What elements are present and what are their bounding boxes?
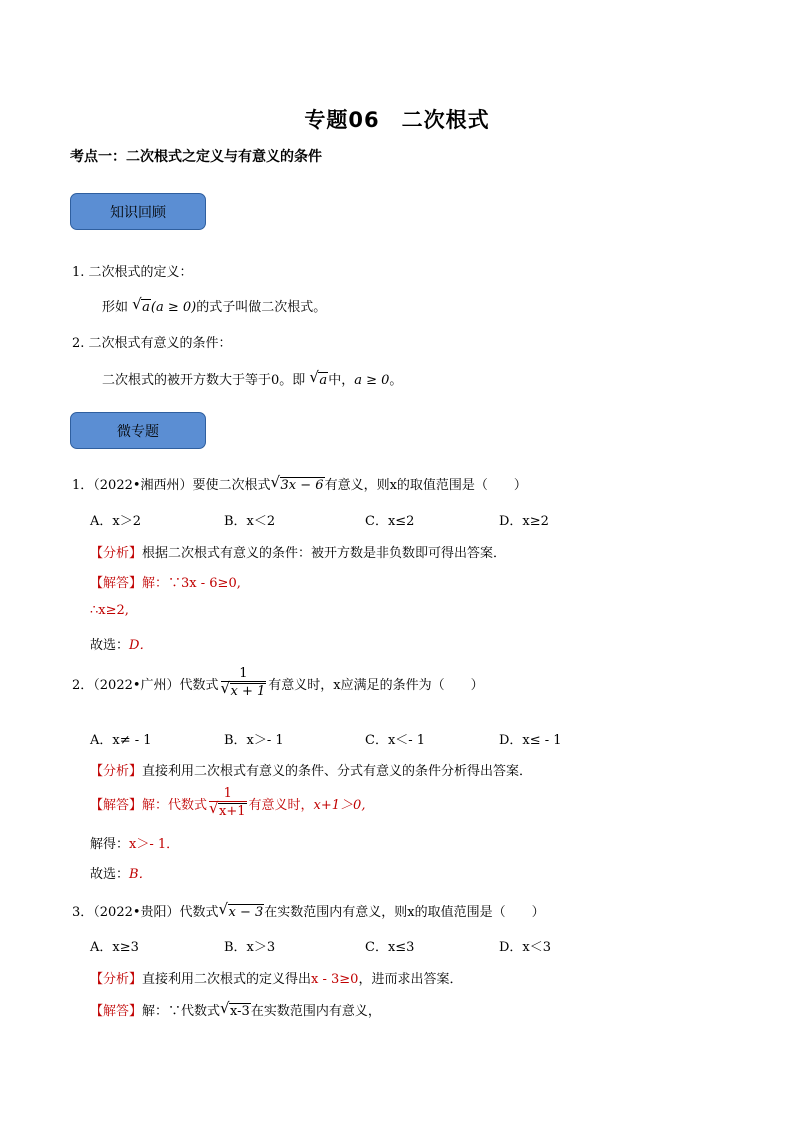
q2-option-c: C．x＜- 1 xyxy=(365,733,426,748)
q3-analysis-tag: 【分析】 xyxy=(90,972,143,987)
condition-pre: 二次根式的被开方数大于等于0。即 xyxy=(102,373,306,388)
q3-stem xyxy=(72,901,545,920)
q2-answer-denominator: √ x+1 xyxy=(209,799,246,819)
q2-answer xyxy=(90,786,365,820)
q1-choice-label: 故选： xyxy=(90,638,130,653)
q3-radicand: x − 3 xyxy=(228,905,264,920)
micro-topic-badge xyxy=(70,412,206,449)
q1-choice xyxy=(90,634,152,653)
condition-radicand: a xyxy=(319,373,328,388)
q2-answer-condition: x+1＞0, xyxy=(313,797,366,813)
page-title: 专题06 二次根式 xyxy=(304,108,490,132)
q2-stem-post: 有意义时，x应满足的条件为（ ） xyxy=(268,677,484,693)
micro-topic-label: 微专题 xyxy=(117,423,159,440)
q2-answer-post: 有意义时， xyxy=(248,797,314,813)
q3-analysis xyxy=(90,968,462,987)
q2-choice-value: B． xyxy=(129,867,152,882)
q1-answer-tag: 【解答】 xyxy=(90,576,143,591)
q2-analysis xyxy=(90,760,532,779)
condition-heading: 2. 二次根式有意义的条件： xyxy=(72,336,232,351)
q3-analysis-condition: x - 3≥0 xyxy=(311,972,359,987)
q1-analysis-tag: 【分析】 xyxy=(90,546,143,561)
q2-solve xyxy=(90,833,179,852)
definition-heading: 1. 二次根式的定义： xyxy=(72,265,193,280)
q1-stem xyxy=(72,474,527,493)
q2-analysis-text: 直接利用二次根式有意义的条件、分式有意义的条件分析得出答案． xyxy=(142,764,533,779)
q3-sqrt: √ x − 3 xyxy=(218,900,264,920)
q3-option-a: A．x≥3 xyxy=(90,940,139,955)
q1-option-d: D．x≥2 xyxy=(499,514,549,529)
q2-fraction-denominator: √ x + 1 xyxy=(220,679,266,699)
q1-analysis xyxy=(90,542,506,561)
q2-choice xyxy=(90,863,152,882)
q3-answer-radicand: x-3 xyxy=(230,1004,250,1019)
definition-post: 的式子叫做二次根式。 xyxy=(196,300,327,315)
q1-choice-value: D． xyxy=(129,638,153,653)
review-badge-label: 知识回顾 xyxy=(110,204,166,221)
q1-stem-post: 有意义，则x的取值范围是（ ） xyxy=(324,478,527,493)
definition-text xyxy=(102,296,326,315)
q2-analysis-tag: 【分析】 xyxy=(90,764,143,779)
q1-option-c: C．x≤2 xyxy=(365,514,415,529)
q1-sqrt: √ 3x − 6 xyxy=(270,473,324,493)
q2-solve-label: 解得： xyxy=(90,837,130,852)
q3-option-c: C．x≤3 xyxy=(365,940,415,955)
q2-answer-fraction xyxy=(209,786,247,820)
q3-answer-pre: 解：∵代数式 xyxy=(142,1004,221,1019)
q1-stem-pre: 1．（2022•湘西州）要使二次根式 xyxy=(72,478,271,493)
q1-answer xyxy=(90,572,241,591)
condition-end: 。 xyxy=(389,373,403,388)
q3-option-d: D．x＜3 xyxy=(499,940,552,955)
definition-condition: (a ≥ 0) xyxy=(150,300,197,315)
q3-answer-sqrt: √ x-3 xyxy=(220,999,250,1019)
q2-fraction-numerator: 1 xyxy=(239,666,248,681)
q3-analysis-post: ，进而求出答案． xyxy=(358,972,463,987)
q3-analysis-pre: 直接利用二次根式的定义得出 xyxy=(142,972,312,987)
q1-option-b: B．x＜2 xyxy=(224,514,276,529)
q2-stem-pre: 2．（2022•广州）代数式 xyxy=(72,677,219,693)
q2-answer-tag: 【解答】 xyxy=(90,797,143,813)
topic-heading: 考点一：二次根式之定义与有意义的条件 xyxy=(70,149,322,165)
q1-analysis-text: 根据二次根式有意义的条件：被开方数是非负数即可得出答案． xyxy=(142,546,507,561)
q2-answer-numerator: 1 xyxy=(223,786,232,801)
q2-answer-radicand: x+1 xyxy=(219,804,246,819)
q2-solve-value: x＞- 1． xyxy=(129,837,180,852)
q2-option-d: D．x≤ - 1 xyxy=(499,733,562,748)
q3-stem-post: 在实数范围内有意义，则x的取值范围是（ ） xyxy=(264,905,545,920)
q2-option-b: B．x＞- 1 xyxy=(224,733,284,748)
definition-sqrt: √ a xyxy=(132,295,150,315)
q3-stem-pre: 3．（2022•贵阳）代数式 xyxy=(72,905,219,920)
q2-denominator-radicand: x + 1 xyxy=(230,684,266,699)
condition-expr: a ≥ 0 xyxy=(354,373,390,388)
q3-option-b: B．x＞3 xyxy=(224,940,276,955)
q1-answer-text: 解：∵3x - 6≥0, xyxy=(142,576,241,591)
q1-answer-line2: ∴x≥2, xyxy=(90,603,129,618)
q3-answer-post: 在实数范围内有意义， xyxy=(250,1004,381,1019)
q3-answer xyxy=(90,1000,381,1019)
q1-radicand: 3x − 6 xyxy=(280,478,324,493)
condition-text xyxy=(102,369,402,388)
definition-pre: 形如 xyxy=(102,300,129,315)
q2-fraction xyxy=(221,666,267,700)
q2-choice-label: 故选： xyxy=(90,867,130,882)
q3-answer-tag: 【解答】 xyxy=(90,1004,143,1019)
definition-radicand: a xyxy=(142,300,150,315)
q2-option-a: A．x≠ - 1 xyxy=(90,733,152,748)
q1-option-a: A．x＞2 xyxy=(90,514,141,529)
review-badge xyxy=(70,193,206,230)
q2-answer-pre: 解：代数式 xyxy=(142,797,208,813)
condition-sqrt: √ a xyxy=(309,368,328,388)
condition-mid: 中， xyxy=(328,373,355,388)
q2-stem xyxy=(72,666,484,700)
